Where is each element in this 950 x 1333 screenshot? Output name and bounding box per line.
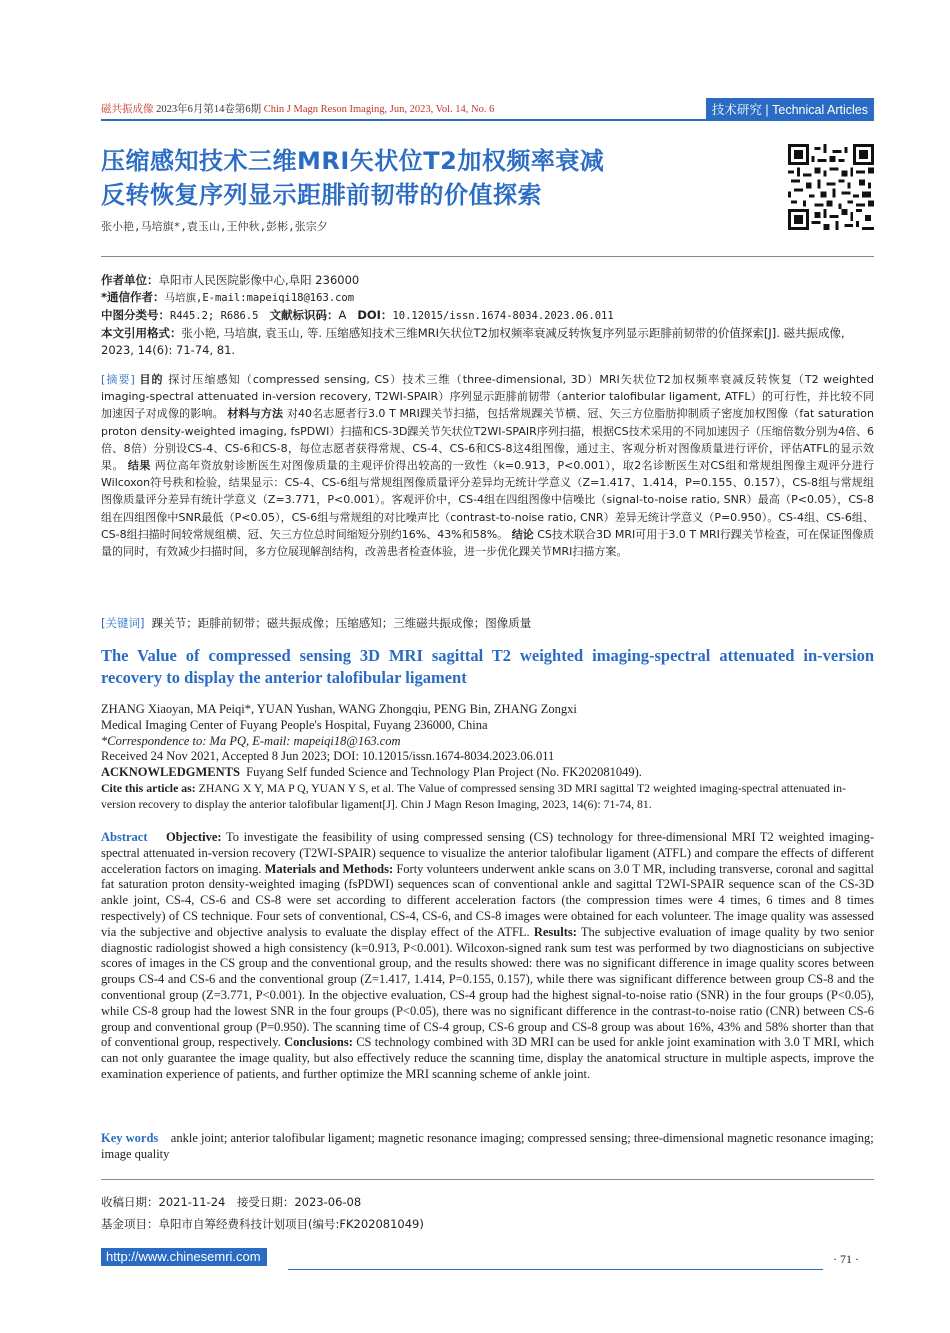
- article-meta-en: [101, 702, 874, 813]
- keywords-en: [101, 1131, 874, 1163]
- abstract-en: [101, 830, 874, 1083]
- received-dates-cn: 收稿日期：2021-11-24 接受日期：2023-06-08: [101, 1195, 362, 1209]
- results-label-en: Results:: [533, 924, 577, 939]
- results-en: The subjective evaluation of image quality by two senior diagnostic radiologist showed a high consistency (k=0.913, P<0.001). Wilcoxon-signed rank sum test was performed by two diagnosticians on subjective scores of images in the CS group and the conventional group, and the results showed: there was no significant difference in image quality scores between groups CS-4 and CS-6 and the conventional group (Z=1.417, 1.414, P=0.155, 0.157), while there was significant difference between group CS-8 and the conventional group (Z=3.771, P<0.001). In the objective evaluation, CS-4 group had the highest signal-to-noise ratio (SNR) in the four groups (P<0.05), while CS-8 group had the lowest SNR in the four groups (P<0.05), there was no significant difference in the contrast-to-noise ratio (CNR) between CS-6 group and conventional group (P=0.950). The scanning time of CS-4 group, CS-6 group and CS-8 group was about 16%, 43% and 58% shorter than that of conventional group, respectively.: [101, 924, 874, 1050]
- journal-url-link[interactable]: http://www.chinesemri.com: [101, 1248, 267, 1266]
- methods-label-cn: 材料与方法: [227, 407, 284, 421]
- qr-code-icon: [788, 144, 874, 230]
- affiliation: 阜阳市人民医院影像中心,阜阳 236000: [158, 273, 360, 287]
- journal-name-cn: 磁共振成像: [101, 104, 154, 115]
- keywords-text-cn: 踝关节；距腓前韧带；磁共振成像；压缩感知；三维磁共振成像；图像质量: [151, 616, 532, 630]
- keywords-tag-en: Key words: [101, 1131, 159, 1145]
- footer-rule: [288, 1269, 823, 1270]
- article-title-en: The Value of compressed sensing 3D MRI sagittal T2 weighted imaging-spectral attenuated in-version recovery to display the anterior talofibular ligament: [101, 646, 874, 687]
- methods-label-en: Materials and Methods:: [264, 861, 394, 876]
- objective-cn: 探讨压缩感知（compressed sensing, CS）技术三维（three-dimensional, 3D）MRI矢状位T2加权频率衰减反转恢复（T2 weighted imaging-spectral attenuated in-version recovery, T2WI-SPAIR）序列显示距腓前韧带（anterior talofibular ligament, ATFL）的可行性，并比较不同加速因子对成像的影响。: [101, 373, 875, 421]
- classification-label: 中图分类号：: [101, 308, 170, 322]
- divider: [101, 256, 874, 257]
- ack-label: ACKNOWLEDGMENTS: [101, 765, 240, 780]
- conclusion-label-cn: 结论: [511, 527, 534, 541]
- conclusion-en: CS technology combined with 3D MRI can be used for ankle joint examination with 3.0 T MRI, which can not only guarantee the image quality, but also effectively reduce the scanning time, display the anatomical structure in multiple aspects, improve the examination experience of patients, and further optimize the MRI scanning scheme of ankle joint.: [101, 1035, 875, 1081]
- funding-cn: 基金项目：阜阳市自筹经费科技计划项目(编号:FK202081049): [101, 1217, 424, 1231]
- authors-en: ZHANG Xiaoyan, MA Peiqi*, YUAN Yushan, WANG Zhongqiu, PENG Bin, ZHANG Zongxi: [101, 702, 577, 716]
- divider: [101, 1179, 874, 1180]
- running-header: [101, 101, 494, 116]
- objective-label-cn: 目的: [139, 373, 164, 386]
- objective-label-en: Objective:: [166, 830, 222, 844]
- citation-cn: 张小艳, 马培旗, 袁玉山, 等. 压缩感知技术三维MRI矢状位T2加权频率衰减反转恢复序列显示距腓前韧带的价值探索[J]. 磁共振成像, 2023, 14(6): 71-74, 81.: [101, 326, 845, 357]
- corresponding-label: *通信作者：: [101, 290, 165, 304]
- ack-text: Fuyang Self funded Science and Technology Plan Project (No. FK202081049).: [246, 765, 642, 780]
- conclusion-cn: CS技术联合3D MRI可用于3.0 T MRI行踝关节检查，可在保证图像质量的同时，有效减少扫描时间，多方位展现解剖结构，改善患者检查体验，进一步优化踝关节MRI扫描方案。: [101, 527, 875, 559]
- received-en: Received 24 Nov 2021, Accepted 8 Jun 2023; DOI: 10.12015/issn.1674-8034.2023.06.011: [101, 749, 555, 764]
- objective-en: To investigate the feasibility of using compressed sensing (CS) technology for three-dimensional MRI T2 weighted imaging-spectral attenuated in-version recovery (T2WI-SPAIR) sequence to visualize the anterior talofibular ligament (ATFL) and compare the effects of different acceleration factors on imaging.: [101, 830, 874, 876]
- doi: 10.12015/issn.1674-8034.2023.06.011: [392, 310, 614, 322]
- doc-code-label: 文献标识码：: [269, 308, 339, 322]
- authors-cn: 张小艳,马培旗*,袁玉山,王仲秋,彭彬,张宗夕: [101, 220, 328, 233]
- journal-name-en: Chin J Magn Reson Imaging, Jun, 2023, Vol. 14, No. 6: [263, 104, 495, 115]
- keywords-tag-cn: [关键词]: [101, 616, 145, 630]
- article-title-cn: [101, 144, 721, 212]
- abstract-tag-en: Abstract: [101, 830, 148, 844]
- page-number: · 71 ·: [833, 1252, 859, 1266]
- corresponding-author: 马培旗,E-mail:mapeiqi18@163.com: [164, 292, 355, 304]
- classification: R445.2; R686.5: [170, 310, 259, 322]
- abstract-cn: [101, 371, 874, 560]
- issue-cn: 2023年6月第14卷第6期: [156, 104, 262, 115]
- methods-cn: 对40名志愿者行3.0 T MRI踝关节扫描，包括常规踝关节横、冠、矢三方位脂肪抑制质子密度加权图像（fat saturation proton density-weighted imaging, fsPDWI）扫描和CS-3D踝关节矢状位T2WI-SPAIR序列扫描，根据CS技术采用的不同加速因子（压缩倍数分别为4倍、6倍、8倍）分别设CS-4、CS-6和CS-8，每位志愿者获得常规、CS-4、CS-6和CS-8这4组图像，通过主、客观分析对图像质量进行评价，评估ATFL的显示效果。: [101, 407, 875, 473]
- article-meta-cn: [101, 272, 874, 359]
- results-cn: 两位高年资放射诊断医生对图像质量的主观评价得出较高的一致性（k=0.913，P<0.001），取2名诊断医生对CS组和常规组图像主观评分进行Wilcoxon符号秩和检验，结果显示：CS-4、CS-6组与常规组图像质量评分差异均无统计学意义（Z=1.417、1.414，P=0.155、0.157），CS-8组与常规组图像质量评分差异有统计学意义（Z=3.771，P<0.001）。客观评价中，CS-4组在四组图像中信噪比（signal-to-noise ratio, SNR）最高（P<0.05），CS-8组在四组图像中SNR最低（P<0.05），CS-6组与常规组的对比噪声比（contrast-to-noise ratio, CNR）差异无统计学意义（P=0.950）。CS-4组、CS-6组、CS-8组扫描时间较常规组横、冠、矢三方位总时间缩短分别约16%、43%和58%。: [101, 459, 875, 541]
- abstract-tag-cn: [摘要]: [101, 373, 135, 386]
- citation-en: ZHANG X Y, MA P Q, YUAN Y S, et al. The Value of compressed sensing 3D MRI sagittal T2 weighted imaging-spectral attenuated in-version recovery to display the anterior talofibular ligament[J]. Chin J Magn Reson Imaging, 2023, 14(6): 71-74, 81.: [101, 780, 846, 811]
- correspondence-en: *Correspondence to: Ma PQ, E-mail: mapeiqi18@163.com: [101, 733, 401, 748]
- title-cn-line1: 压缩感知技术三维MRI矢状位T2加权频率衰减: [101, 147, 605, 175]
- affiliation-en: Medical Imaging Center of Fuyang People's Hospital, Fuyang 236000, China: [101, 717, 488, 732]
- doc-code: A: [338, 308, 347, 322]
- results-label-cn: 结果: [127, 459, 151, 473]
- affiliation-label: 作者单位：: [101, 273, 159, 287]
- section-badge: 技术研究 | Technical Articles: [706, 98, 874, 120]
- header-rule: [101, 119, 874, 121]
- conclusion-label-en: Conclusions:: [284, 1035, 353, 1050]
- title-cn-line2: 反转恢复序列显示距腓前韧带的价值探索: [101, 181, 542, 209]
- cite-label-en: Cite this article as:: [101, 780, 196, 795]
- citation-label: 本文引用格式：: [101, 326, 182, 340]
- keywords-text-en: ankle joint; anterior talofibular ligament; magnetic resonance imaging; compressed sensing; three-dimensional magnetic resonance imaging; image quality: [101, 1131, 874, 1161]
- doi-label: DOI：: [357, 308, 393, 322]
- methods-en: Forty volunteers underwent ankle scans on 3.0 T MR, including transverse, coronal and sagittal fat saturation proton density-weighted imaging (fsPDWI) sequences scan of conventional ankle and sagittal T2WI-SPAIR sequence scan of the CS-3D ankle joint, CS-4, CS-6 and CS-8 were set according to different acceleration factors (the compression times were 4 times, 6 times and 8 times respectively) of CS technique. Four sets of conventional, CS-4, CS-6, and CS-8 images were obtained for each volunteer. The image quality was assessed via the subjective and objective analysis to evaluate the display effect of the ATFL.: [101, 861, 875, 939]
- keywords-cn: [101, 615, 874, 631]
